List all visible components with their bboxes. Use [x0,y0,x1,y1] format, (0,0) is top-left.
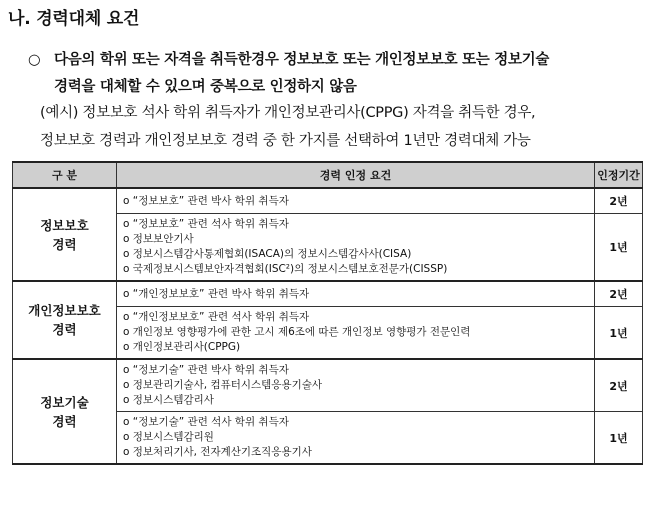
category-label: 경력 [52,322,77,337]
category-privacy [13,281,117,359]
requirement-item: o 정보관리기술사, 컴퓨터시스템응용기술사 [123,379,323,391]
table-row [13,281,643,307]
category-security [13,188,117,281]
requirement-cell [117,188,595,214]
requirement-item: o 정보시스템감사통제협회(ISACA)의 정보시스템감사사(CISA) [123,248,412,260]
requirement-cell [117,412,595,465]
table-row [13,188,643,214]
bullet-text-1: 다음의 학위 또는 자격을 취득한경우 정보보호 또는 개인정보보호 또는 정보기술 [54,52,550,68]
period-cell: 1년 [595,214,643,282]
category-label: 개인정보보호 [28,303,101,318]
circle-bullet: ○ [28,52,41,68]
bullet-line-1 [28,48,549,69]
requirement-item: o “정보기술” 관련 석사 학위 취득자 [123,416,289,428]
requirement-cell [117,359,595,412]
period-cell: 2년 [595,359,643,412]
category-label: 정보보호 [40,217,89,233]
requirement-cell [117,307,595,360]
requirement-item: o 국제정보시스템보안자격협회(ISC²)의 정보시스템보호전문가(CISSP) [123,263,448,275]
requirement-item: o “정보보호” 관련 석사 학위 취득자 [123,218,289,230]
period-cell: 1년 [595,307,643,360]
header-category: 구 분 [13,162,117,188]
header-period: 인정기간 [595,162,643,188]
requirement-item: o 정보시스템감리원 [123,431,214,443]
category-label: 정보기술 [40,394,89,410]
table-header-row [13,162,643,188]
example-line-2: 정보보호 경력과 개인정보보호 경력 중 한 가지를 선택하여 1년만 경력대체 가능 [40,133,531,149]
requirements-table [12,161,643,465]
category-it [13,359,117,464]
requirement-item: o “정보기술” 관련 박사 학위 취득자 [123,364,289,376]
requirement-item: o 개인정보 영향평가에 관한 고시 제6조에 따른 개인정보 영향평가 전문인력 [123,326,471,338]
bullet-text-2: 경력을 대체할 수 있으며 중복으로 인정하지 않음 [54,79,357,95]
period-cell: 2년 [595,188,643,214]
requirement-item: o “개인정보보호” 관련 석사 학위 취득자 [123,311,310,323]
period-cell: 2년 [595,281,643,307]
period-cell: 1년 [595,412,643,465]
requirement-cell [117,281,595,307]
section-heading: 나. 경력대체 요건 [8,9,140,29]
requirement-item: o 정보처리기사, 전자계산기조직응용기사 [123,446,312,458]
category-label: 경력 [52,236,77,252]
requirement-item: o 정보시스템감리사 [123,394,214,406]
requirement-item: o 정보보안기사 [123,233,194,245]
requirement-item: o “개인정보보호” 관련 박사 학위 취득자 [123,287,310,300]
requirement-item: o “정보보호” 관련 박사 학위 취득자 [123,194,289,207]
example-line-1: (예시) 정보보호 석사 학위 취득자가 개인정보관리사(CPPG) 자격을 취득한 경우, [40,105,536,121]
requirement-item: o 개인정보관리사(CPPG) [123,341,241,353]
table-row [13,359,643,412]
category-label: 경력 [52,413,77,429]
requirement-cell [117,214,595,282]
header-requirement: 경력 인정 요건 [117,162,595,188]
